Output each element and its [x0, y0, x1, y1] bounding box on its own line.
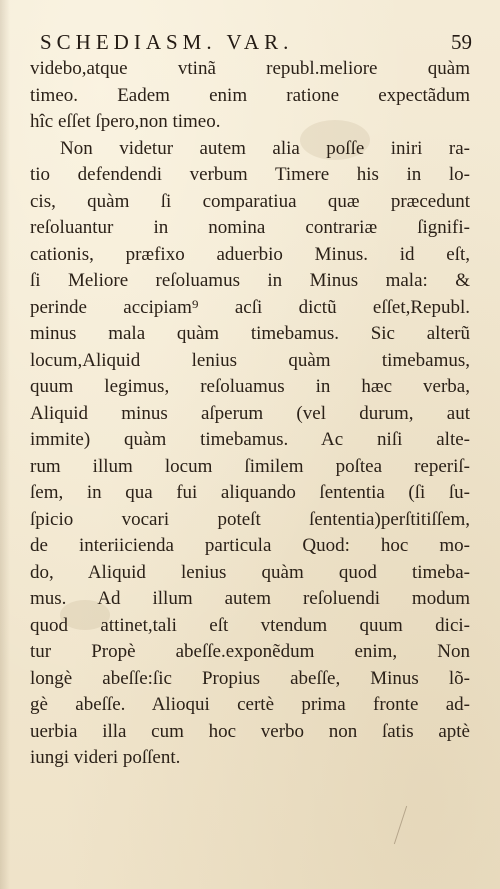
text-line: iungi videri poſſent. — [30, 747, 181, 768]
text-line: ſem, in qua fui aliquando ſententia (ſi ſu- — [30, 482, 470, 503]
text-line: hîc eſſet ſpero,non timeo. — [30, 111, 221, 132]
text-line: tio defendendi verbum Timere his in lo- — [30, 164, 470, 185]
text-line: ſpicio vocari poteſt ſententia)perſtitiſſem, — [30, 508, 470, 530]
paragraph-start-line: Non videtur autem alia poſſe iniri ra- — [60, 137, 470, 159]
text-line: cis, quàm ſi comparatiua quæ præcedunt — [30, 190, 470, 212]
text-line: timeo. Eadem enim ratione expectãdum — [30, 84, 470, 106]
text-line: gè abeſſe. Alioqui certè prima fronte ad- — [30, 694, 470, 715]
text-line: quum legimus, reſoluamus in hæc verba, — [30, 376, 470, 397]
text-line: locum,Aliquid lenius quàm timebamus, — [30, 349, 470, 371]
text-line: reſoluantur in nomina contrariæ ſignifi- — [30, 217, 470, 238]
text-line: cationis, præfixo aduerbio Minus. id eſt, — [30, 243, 470, 265]
text-line: rum illum locum ſimilem poſtea reperiſ- — [30, 455, 470, 477]
text-line: quod attinet,tali eſt vtendum quum dici- — [30, 614, 470, 636]
text-line: mus. Ad illum autem reſoluendi modum — [30, 588, 470, 609]
text-line: immite) quàm timebamus. Ac niſi alte- — [30, 429, 470, 450]
running-title: SCHEDIASM. VAR. — [40, 30, 294, 54]
text-line: perinde accipiam⁹ acſi dictũ eſſet,Republ. — [30, 296, 470, 318]
text-line: Aliquid minus aſperum (vel durum, aut — [30, 402, 470, 424]
paper-crease — [394, 806, 407, 844]
page-number: 59 — [451, 30, 472, 54]
text-line: longè abeſſe:ſic Propius abeſſe, Minus lõ- — [30, 667, 470, 689]
text-line: de interiicienda particula Quod: hoc mo- — [30, 535, 470, 556]
text-line: videbo,atque vtinã republ.meliore quàm — [30, 58, 470, 79]
text-line: do, Aliquid lenius quàm quod timeba- — [30, 561, 470, 583]
text-line: ſi Meliore reſoluamus in Minus mala: & — [30, 270, 470, 291]
text-line: uerbia illa cum hoc verbo non ſatis aptè — [30, 720, 470, 742]
text-line: minus mala quàm timebamus. Sic alterũ — [30, 323, 470, 344]
text-line: tur Propè abeſſe.exponẽdum enim, Non — [30, 641, 470, 662]
body-text — [30, 56, 470, 772]
